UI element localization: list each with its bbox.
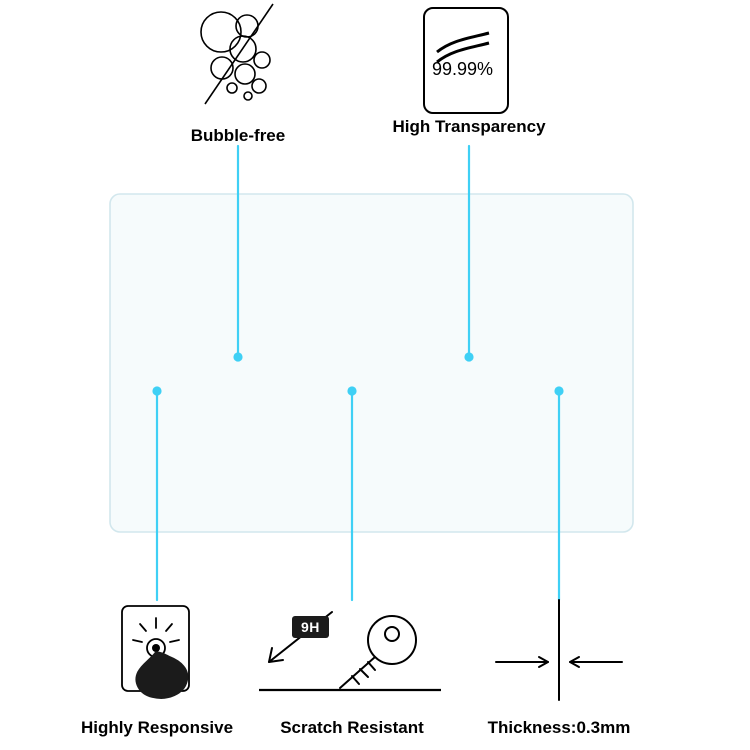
transparency-percentage: 99.99% bbox=[432, 59, 494, 79]
callout-dot-scratch-resistant bbox=[347, 386, 356, 395]
label-bubble-free: Bubble-free bbox=[190, 126, 286, 145]
touch-hand-icon bbox=[122, 606, 189, 698]
key-scratch-icon bbox=[259, 612, 441, 690]
label-scratch-resistant: Scratch Resistant bbox=[280, 718, 424, 737]
label-thickness: Thickness:0.3mm bbox=[487, 718, 631, 737]
label-highly-responsive: Highly Responsive bbox=[80, 718, 234, 737]
callout-dot-highly-responsive bbox=[152, 386, 161, 395]
callout-dot-high-transparency bbox=[464, 352, 473, 361]
callout-dot-thickness bbox=[554, 386, 563, 395]
label-high-transparency: High Transparency bbox=[392, 117, 546, 136]
thickness-arrows-icon bbox=[496, 600, 622, 700]
hardness-badge: 9H bbox=[292, 616, 329, 638]
callout-dot-bubble-free bbox=[233, 352, 242, 361]
screen-protector-panel bbox=[110, 194, 633, 532]
bubbles-icon bbox=[201, 4, 273, 104]
